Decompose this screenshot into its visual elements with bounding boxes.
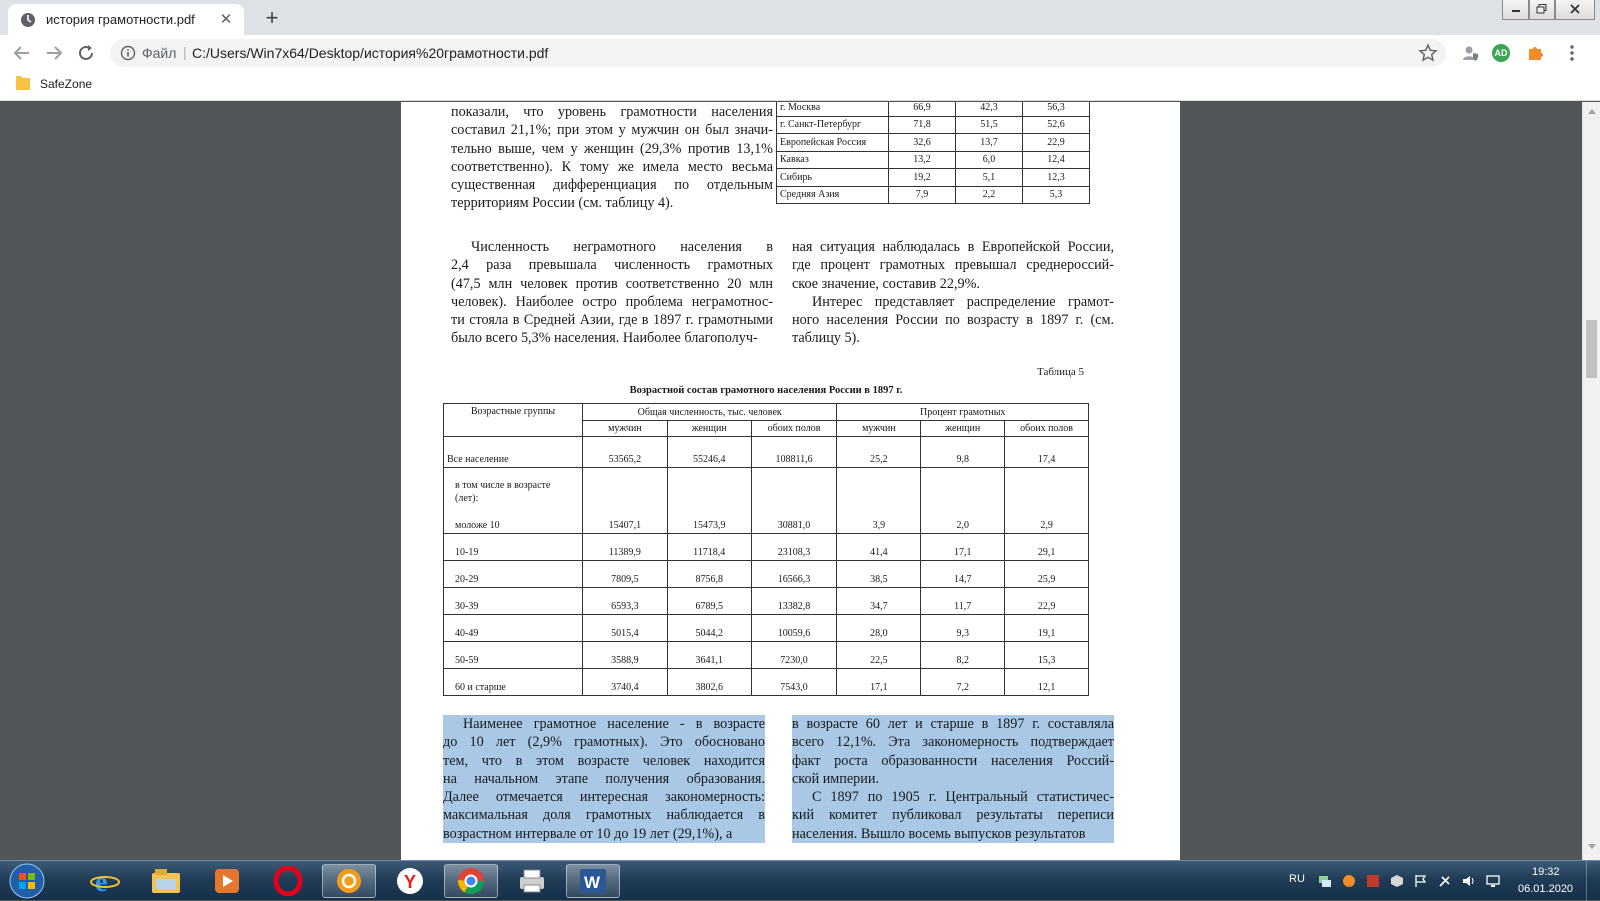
table-cell: 11389,9 xyxy=(582,534,667,561)
table-row xyxy=(444,615,1089,642)
table-cell: 17,1 xyxy=(837,669,921,696)
vertical-scrollbar[interactable] xyxy=(1582,102,1600,860)
text-line: где процент грамотных превышал среднероссий- xyxy=(792,257,1114,274)
table-cell: 3641,1 xyxy=(667,642,751,669)
region-name: г. Москва xyxy=(777,102,889,116)
taskbar-word[interactable] xyxy=(566,864,620,898)
orange-tray-icon[interactable] xyxy=(1342,874,1356,888)
text-line: ской империи. xyxy=(792,770,1114,788)
table-cell: 7,9 xyxy=(889,186,956,204)
table-row xyxy=(444,534,1089,561)
table-cell: 11,7 xyxy=(921,588,1005,615)
cube-tray-icon[interactable] xyxy=(1390,874,1404,888)
text-line: человек). Наиболее остро проблема неграмотнос- xyxy=(451,293,773,310)
header-women: женщин xyxy=(667,421,751,437)
table-cell: 53565,2 xyxy=(582,437,667,468)
table-row xyxy=(444,561,1089,588)
taskbar-ie[interactable] xyxy=(78,864,132,898)
table-cell: 23108,3 xyxy=(751,534,837,561)
table-cell: 29,1 xyxy=(1005,534,1089,561)
header-percent: Процент грамотных xyxy=(837,404,1089,421)
network-tray-icon[interactable] xyxy=(1318,874,1332,888)
table-cell: 8,2 xyxy=(921,642,1005,669)
table-cell: 38,5 xyxy=(837,561,921,588)
table-cell: 41,4 xyxy=(837,534,921,561)
table-5-caption: Таблица 5 xyxy=(1037,366,1085,378)
text-line: составил 21,1%; при этом у мужчин он был значи- xyxy=(451,122,773,139)
text-line: 2,4 раза превышала численность грамотных xyxy=(451,257,773,274)
table-cell: 52,6 xyxy=(1023,116,1090,134)
table-cell: 30881,0 xyxy=(751,468,837,534)
restore-icon xyxy=(1536,4,1548,14)
table-row xyxy=(777,186,1090,204)
media-player-icon xyxy=(212,866,242,896)
text-line: показали, что уровень грамотности населения xyxy=(451,104,773,120)
text-line: территориям России (см. таблицу 4). xyxy=(451,195,674,212)
forward-arrow-icon[interactable] xyxy=(42,41,66,65)
table-row xyxy=(777,151,1090,169)
table-cell: 2,2 xyxy=(956,186,1023,204)
text-line: тем, что в этом возрасте человек находится xyxy=(443,752,765,769)
table-cell: 5,1 xyxy=(956,169,1023,187)
text-line: С 1897 по 1905 г. Центральный статистичес- xyxy=(792,788,1114,806)
paragraph-mid-right xyxy=(792,238,1114,348)
table-cell: 13,7 xyxy=(956,134,1023,152)
folder-icon xyxy=(16,78,30,90)
table-row xyxy=(444,468,1089,534)
user-shield-icon[interactable] xyxy=(1460,43,1480,63)
table-cell: 15407,1 xyxy=(582,468,667,534)
table-cell: 34,7 xyxy=(837,588,921,615)
table-cell: 10059,6 xyxy=(751,615,837,642)
word-icon xyxy=(578,867,608,895)
text-line: ти стояла в Средней Азии, где в 1897 г. грамотными xyxy=(451,312,773,329)
bookmark-star-icon[interactable] xyxy=(1418,43,1438,63)
table-cell: 7543,0 xyxy=(751,669,837,696)
display-tray-icon[interactable] xyxy=(1486,874,1500,888)
table-cell: 108811,6 xyxy=(751,437,837,468)
file-explorer-icon xyxy=(150,867,182,895)
table-cell: 19,2 xyxy=(889,169,956,187)
minimize-button[interactable] xyxy=(1502,0,1529,20)
table-cell: 17,4 xyxy=(1005,437,1089,468)
adguard-extension-icon[interactable]: AD xyxy=(1492,44,1510,62)
bookmark-label: SafeZone xyxy=(40,77,93,91)
table-cell: 28,0 xyxy=(837,615,921,642)
svg-text:Y: Y xyxy=(404,872,417,892)
address-separator: | xyxy=(183,44,187,60)
table-cell: 19,1 xyxy=(1005,615,1089,642)
age-group-label: Все население xyxy=(444,437,583,468)
table-cell: 7,2 xyxy=(921,669,1005,696)
table-cell: 25,2 xyxy=(837,437,921,468)
browser-toolbar xyxy=(0,35,1600,71)
taskbar-opera[interactable] xyxy=(261,864,315,898)
table-row xyxy=(777,116,1090,134)
table-cell: 3588,9 xyxy=(582,642,667,669)
table-cell: 15473,9 xyxy=(667,468,751,534)
text-line: населения. Вышло восемь выпусков результатов xyxy=(792,825,1114,843)
table-row xyxy=(777,102,1090,116)
table-cell: 14,7 xyxy=(921,561,1005,588)
text-line: максимальная доля грамотных наблюдается в xyxy=(443,807,765,824)
table-row xyxy=(444,669,1089,696)
table-cell: 22,9 xyxy=(1005,588,1089,615)
minimize-icon xyxy=(1511,4,1521,14)
table-cell: 13,2 xyxy=(889,151,956,169)
table-cell: 66,9 xyxy=(889,102,956,116)
internet-explorer-icon xyxy=(89,865,121,897)
table-cell: 25,9 xyxy=(1005,561,1089,588)
text-line: соответственно). К тому же имела место весьма xyxy=(451,158,773,175)
language-indicator[interactable]: RU xyxy=(1289,873,1305,885)
text-line: Интерес представляет распределение грамот- xyxy=(812,293,1114,310)
age-group-label: 60 и старше xyxy=(444,669,583,696)
tab-title: история грамотности.pdf xyxy=(46,12,195,27)
bookmarks-bar xyxy=(0,71,1600,101)
table-cell: 7230,0 xyxy=(751,642,837,669)
table-cell: 7809,5 xyxy=(582,561,667,588)
taskbar-printer-app[interactable] xyxy=(505,864,559,898)
address-bar[interactable] xyxy=(110,39,1446,67)
table-cell: 15,3 xyxy=(1005,642,1089,669)
start-button-icon[interactable] xyxy=(4,862,50,900)
text-line: Численность неграмотного населения в xyxy=(471,239,773,255)
clock-time[interactable]: 19:32 xyxy=(1532,866,1560,878)
table-cell: 5015,4 xyxy=(582,615,667,642)
menu-dots-icon[interactable] xyxy=(1562,43,1582,63)
table-cell: 12,1 xyxy=(1005,669,1089,696)
volume-tray-icon[interactable] xyxy=(1462,874,1476,888)
table-cell: 32,6 xyxy=(889,134,956,152)
table-cell: 51,5 xyxy=(956,116,1023,134)
tools-tray-icon[interactable] xyxy=(1438,874,1452,888)
text-line: возрастном интервале от 10 до 19 лет (29,1%), а xyxy=(443,825,765,843)
close-icon xyxy=(1570,4,1580,14)
close-window-button[interactable] xyxy=(1555,0,1595,20)
region-name: Европейская Россия xyxy=(777,134,889,152)
printer-icon xyxy=(516,867,548,895)
table-cell: 2,0 xyxy=(921,468,1005,534)
text-line: ское значение, составив 22,9%. xyxy=(792,275,980,292)
taskbar-yandex[interactable] xyxy=(383,864,437,898)
header-pct-men: мужчин xyxy=(837,421,921,437)
table-5 xyxy=(443,403,1089,696)
table-cell: 12,4 xyxy=(1023,151,1090,169)
paragraph-top-left xyxy=(451,103,773,213)
browser-tab[interactable] xyxy=(8,4,244,35)
text-line: на начальном этапе получения образования. xyxy=(443,770,765,787)
text-line: ная ситуация наблюдалась в Европейской России, xyxy=(792,239,1114,255)
scroll-up-arrow-icon[interactable] xyxy=(1588,109,1596,114)
table-cell: 6,0 xyxy=(956,151,1023,169)
table-cell: 3740,4 xyxy=(582,669,667,696)
table-cell: 56,3 xyxy=(1023,102,1090,116)
region-name: Кавказ xyxy=(777,151,889,169)
text-line: кий комитет публиковал результаты переписи xyxy=(792,807,1114,824)
chrome-icon xyxy=(456,866,486,896)
header-groups: Возрастные группы xyxy=(444,404,583,437)
reload-icon[interactable] xyxy=(74,41,98,65)
region-name: г. Санкт-Петербург xyxy=(777,116,889,134)
table-cell: 6789,5 xyxy=(667,588,751,615)
table-5-title: Возрастной состав грамотного населения России в 1897 г. xyxy=(629,385,903,396)
age-group-label: 50-59 xyxy=(444,642,583,669)
text-line: ного населения России по возрасту в 1897 г. (см. xyxy=(792,312,1114,329)
table-row xyxy=(777,169,1090,187)
table-cell: 42,3 xyxy=(956,102,1023,116)
text-line: Далее отмечается интересная закономерность: xyxy=(443,789,765,806)
table-cell: 55246,4 xyxy=(667,437,751,468)
table-cell: 5,3 xyxy=(1023,186,1090,204)
back-arrow-icon[interactable] xyxy=(10,41,34,65)
text-line: Наименее грамотное население - в возрасте xyxy=(443,715,765,733)
table-cell: 6593,3 xyxy=(582,588,667,615)
age-group-label: в том числе в возрасте (лет): моложе 10 xyxy=(444,468,583,534)
scrollbar-thumb[interactable] xyxy=(1586,320,1597,378)
flag-tray-icon[interactable] xyxy=(1414,874,1428,888)
text-line: факт роста образованности населения Россий- xyxy=(792,752,1114,769)
header-pct-both: обоих полов xyxy=(1005,421,1089,437)
taskbar-app-orange[interactable] xyxy=(322,864,376,898)
text-line: до 10 лет (2,9% грамотных). Это обосновано xyxy=(443,734,765,751)
table-cell: 3802,6 xyxy=(667,669,751,696)
pdf-page xyxy=(401,102,1180,860)
table-row xyxy=(444,588,1089,615)
table-cell: 11718,4 xyxy=(667,534,751,561)
paragraph-mid-left xyxy=(451,238,773,348)
age-group-label: 30-39 xyxy=(444,588,583,615)
info-icon[interactable] xyxy=(120,45,136,61)
taskbar xyxy=(0,860,1600,900)
table-cell: 12,3 xyxy=(1023,169,1090,187)
table-row xyxy=(444,642,1089,669)
show-desktop-button[interactable] xyxy=(1586,861,1600,901)
paragraph-bottom-right xyxy=(792,715,1114,843)
puzzle-extension-icon[interactable] xyxy=(1526,43,1546,63)
table-row xyxy=(444,437,1089,468)
table-4 xyxy=(776,102,1090,204)
table-cell: 5044,2 xyxy=(667,615,751,642)
gear-app-icon xyxy=(334,866,364,896)
text-line: существенная дифференциация по отдельным xyxy=(451,177,773,194)
table-cell: 9,8 xyxy=(921,437,1005,468)
text-line: всего 12,1%. Эта закономерность подтверждает xyxy=(792,734,1114,751)
header-men: мужчин xyxy=(582,421,667,437)
address-scheme-label: Файл xyxy=(142,45,177,61)
text-line: таблицу 5). xyxy=(792,330,860,347)
table-cell: 71,8 xyxy=(889,116,956,134)
table-cell: 9,3 xyxy=(921,615,1005,642)
text-line: тельно выше, чем у женщин (29,3% против 13,1% xyxy=(451,140,773,157)
table-cell: 2,9 xyxy=(1005,468,1089,534)
header-both: обоих полов xyxy=(751,421,837,437)
yandex-browser-icon xyxy=(395,866,425,896)
bookmark-safezone[interactable] xyxy=(16,77,92,91)
svg-text:W: W xyxy=(584,873,601,892)
age-group-label: 20-29 xyxy=(444,561,583,588)
table-row xyxy=(777,134,1090,152)
address-url[interactable]: C:/Users/Win7x64/Desktop/история%20грамотности.pdf xyxy=(192,45,549,61)
clock-date[interactable]: 06.01.2020 xyxy=(1518,883,1574,895)
header-total: Общая численность, тыс. человек xyxy=(582,404,837,421)
new-tab-button[interactable]: + xyxy=(265,5,279,30)
table-cell: 16566,3 xyxy=(751,561,837,588)
close-tab-icon[interactable]: ✕ xyxy=(219,10,233,28)
opera-icon xyxy=(273,866,303,896)
globe-icon xyxy=(20,12,36,28)
header-pct-women: женщин xyxy=(921,421,1005,437)
pdf-tray-icon[interactable] xyxy=(1366,874,1380,888)
age-group-label: 40-49 xyxy=(444,615,583,642)
taskbar-explorer[interactable] xyxy=(139,864,193,898)
age-group-label: 10-19 xyxy=(444,534,583,561)
paragraph-bottom-left xyxy=(443,715,765,843)
table-cell: 13382,8 xyxy=(751,588,837,615)
tab-strip xyxy=(0,0,1600,35)
region-name: Средняя Азия xyxy=(777,186,889,204)
text-line: в возрасте 60 лет и старше в 1897 г. составляла xyxy=(792,716,1114,732)
pdf-viewer[interactable] xyxy=(0,102,1582,860)
table-cell: 22,9 xyxy=(1023,134,1090,152)
restore-button[interactable] xyxy=(1529,0,1555,20)
table-cell: 8756,8 xyxy=(667,561,751,588)
svg-text:e: e xyxy=(95,867,108,897)
table-cell: 22,5 xyxy=(837,642,921,669)
table-cell: 17,1 xyxy=(921,534,1005,561)
text-line: (47,5 млн человек против соответственно 20 млн xyxy=(451,275,773,292)
taskbar-media-player[interactable] xyxy=(200,864,254,898)
taskbar-chrome[interactable] xyxy=(444,864,498,898)
text-line: было всего 5,3% населения. Наиболее благополуч- xyxy=(451,330,758,347)
scroll-down-arrow-icon[interactable] xyxy=(1588,844,1596,849)
table-cell: 3,9 xyxy=(837,468,921,534)
region-name: Сибирь xyxy=(777,169,889,187)
